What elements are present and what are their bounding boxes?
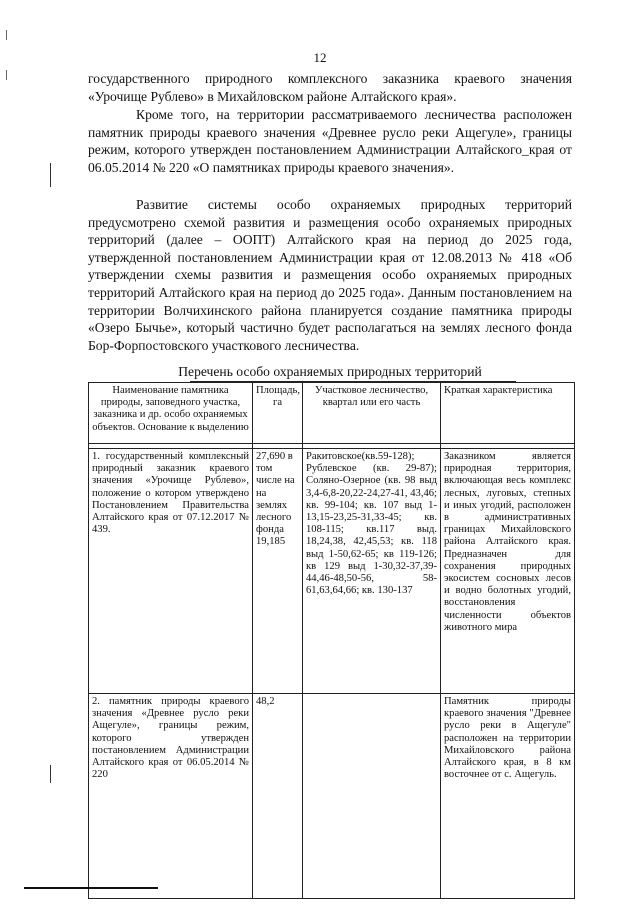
header-forestry: Участковое лесничество, квартал или его часть xyxy=(303,383,441,444)
cell-forestry xyxy=(303,694,441,899)
cell-name: 1. государственный комплексный природный заказник краевого значения «Урочище Рублево», положение о котором утверждено Постановлением Правительства Алтайского края от 07.12.2017 № 439. xyxy=(89,449,253,694)
margin-mark-2 xyxy=(50,765,51,783)
left-edge-mark-1 xyxy=(6,30,7,40)
page-number: 12 xyxy=(313,50,327,65)
table-title: Перечень особо охраняемых природных территорий xyxy=(178,364,482,379)
margin-mark-1 xyxy=(50,163,51,187)
paragraph-3: Развитие системы особо охраняемых природных территорий предусмотрено схемой развития и размещения особо охраняемых природных территорий (далее – ООПТ) Алтайского края на период до 2025 года, утвержденной постановлением Администрации края от 12.08.2013 № 418 «Об утверждении схемы развития и размещения особо охраняемых природных территорий Алтайского края на период до 2025 года». Данным постановлением на территории Волчихинского района планируется создание памятника природы «Озеро Бычье», который частично будет располагаться на землях лесного фонда Бор-Форпостовского участкового лесничества. xyxy=(88,197,572,353)
footer-rule xyxy=(24,887,158,889)
cell-description: Памятник природы краевого значения "Древнее русло реки в Ащегуле" расположен на территории Михайловского района Алтайского края, в 8 км восточнее от с. Ащегуль. xyxy=(441,694,575,899)
cell-description: Заказником является природная территория, включающая весь комплекс лесных, луговых, степных и иных угодий, расположен в административных границах Михайловского района Алтайского края. Предназначен для сохранения природных экосистем сосновых лесов и водно болотных угодий, восстановления численности объектов животного мира xyxy=(441,449,575,694)
cell-area: 27,690 в том числе на на землях лесного фонда 19,185 xyxy=(253,449,303,694)
header-description: Краткая характеристика xyxy=(441,383,575,444)
left-edge-mark-2 xyxy=(6,70,7,80)
protected-areas-table xyxy=(88,382,575,899)
header-area: Площадь, га xyxy=(253,383,303,444)
cell-name: 2. памятник природы краевого значения «Древнее русло реки Ащегуле», границы режим, которого утвержден постановлением Администрации Алтайского края от 06.05.2014 № 220 xyxy=(89,694,253,899)
table-row xyxy=(89,449,575,694)
paragraph-2: Кроме того, на территории рассматриваемого лесничества расположен памятник природы краевого значения «Древнее русло реки Ащегуле», границы режим, которого утвержден постановлением Администрации Алтайского_края от 06.05.2014 № 220 «О памятниках природы краевого значения». xyxy=(88,107,572,175)
cell-forestry: Ракитовское(кв.59-128); Рублевское (кв. 29-87); Соляно-Озерное (кв. 98 выд 3,4-6,8-20,22-24,27-41, 43,46; кв. 99-104; кв. 107 выд 1-13,15-23,25-31,33-45; кв. 108-115; кв.117 выд. 18,24,38, 42,45,53; кв. 118 выд 1-50,62-65; кв 119-126; кв 129 выд 1-30,32-37,39-44,46-48,50-56, 58-61,63,64,66; кв. 130-137 xyxy=(303,449,441,694)
cell-area: 48,2 xyxy=(253,694,303,899)
paragraph-1: государственного природного комплексного заказника краевого значения «Урочище Рублево» в Михайловском районе Алтайского края». xyxy=(88,71,572,104)
header-name: Наименование памятника природы, заповедного участка, заказника и др. особо охраняемых объектов. Основание к выделению xyxy=(89,383,253,444)
table-header-row xyxy=(89,383,575,444)
table-row xyxy=(89,694,575,899)
